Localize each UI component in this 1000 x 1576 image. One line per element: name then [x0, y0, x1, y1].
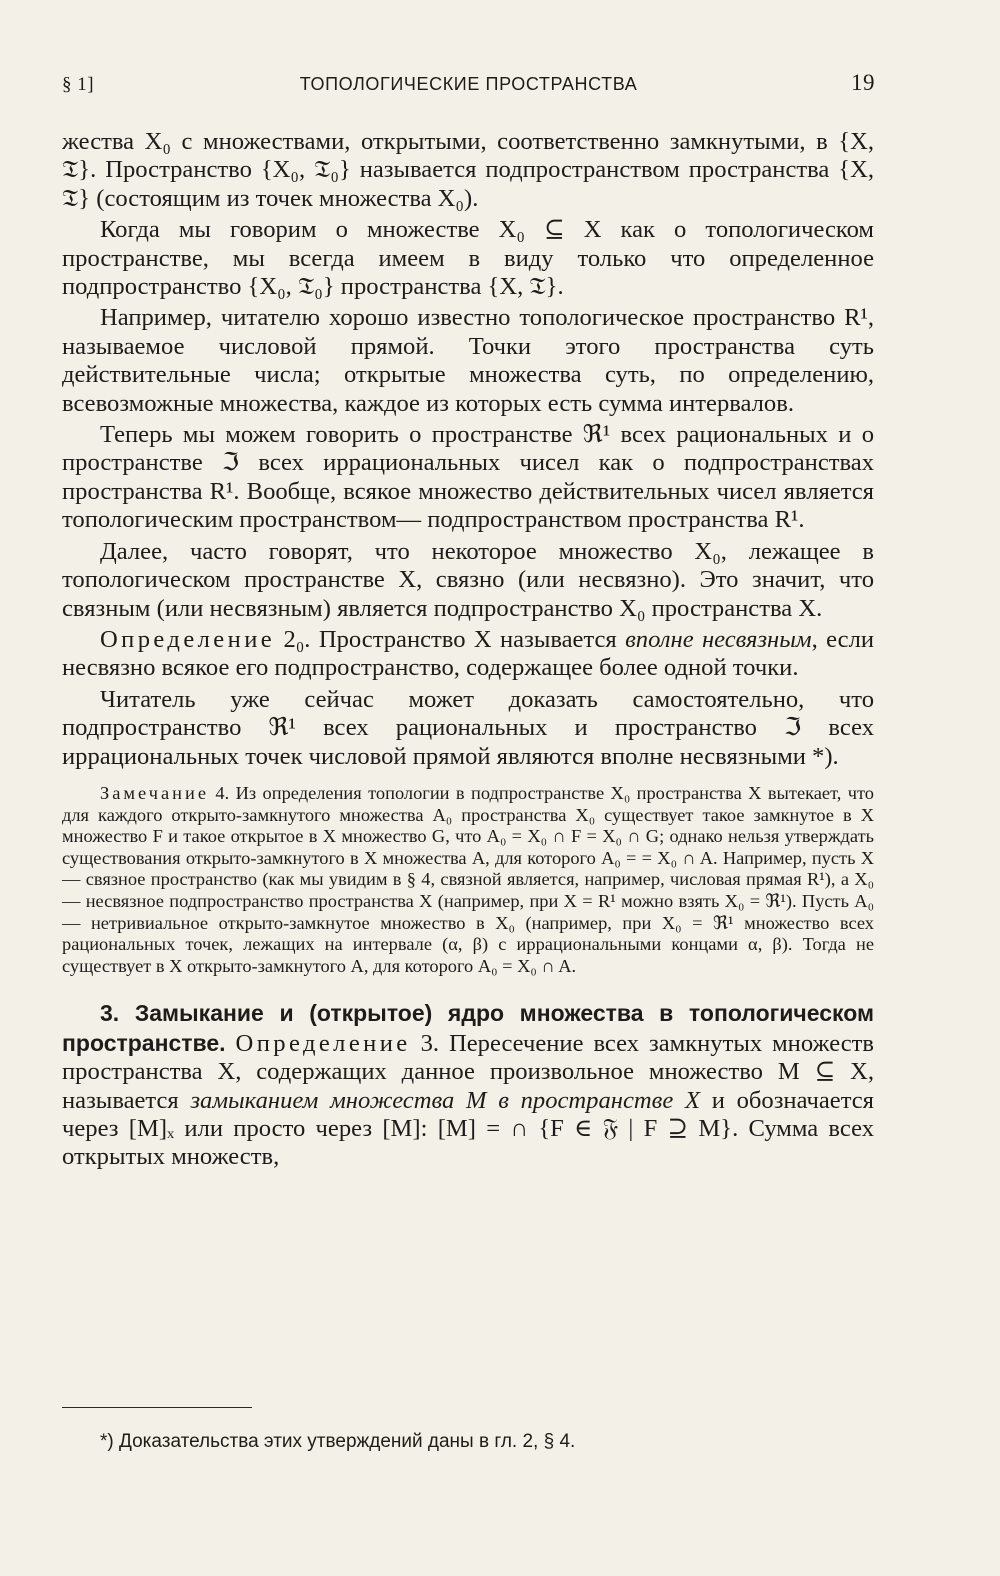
section-text-before: 3. Пересечение всех замкнутых множеств пространства X, содержащих данное произвольное множество M ⊆ X, называется	[62, 1029, 875, 1114]
definition-label: Определение	[100, 625, 276, 653]
section-ref: § 1]	[62, 74, 95, 95]
remark-label: Замечание	[100, 782, 209, 803]
footnote-rule	[62, 1407, 252, 1408]
paragraph-continuation: жества X₀ с множествами, открытыми, соответственно замкнутыми, в {X, 𝔗}. Пространство {X₀, 𝔗₀} называется подпространством пространства {X, 𝔗} (состоящим из точек множества X₀).	[62, 128, 874, 212]
definition-term: вполне несвязным	[625, 625, 812, 653]
paragraph-subspace-meaning: Когда мы говорим о множестве X₀ ⊆ X как о топологическом пространстве, мы всегда имеем в виду только что определенное подпространство {X₀, 𝔗₀} пространства {X, 𝔗}.	[62, 216, 874, 301]
definition-number: 2₀.	[275, 625, 311, 653]
paragraph-connectedness: Далее, часто говорят, что некоторое множество X₀, лежащее в топологическом пространстве X, связно (или несвязно). Это значит, что связным (или несвязным) является подпространство X₀ пространства X.	[62, 537, 874, 622]
paragraph-exercise: Читатель уже сейчас может доказать самостоятельно, что подпространство ℜ¹ всех рациональных и пространство ℑ всех иррациональных точек числовой прямой являются вполне несвязными *).	[62, 685, 874, 770]
main-text	[62, 128, 874, 1175]
paragraph-rationals-irrationals: Теперь мы можем говорить о пространстве ℜ¹ всех рациональных и о пространстве ℑ всех иррациональных чисел как о подпространствах пространства R¹. Вообще, всякое множество действительных чисел является топологическим пространством— подпространством пространства R¹.	[62, 421, 874, 534]
definition-text-before: Пространство X называется	[310, 625, 626, 653]
paragraph-number-line: Например, читателю хорошо известно топологическое пространство R¹, называемое числовой прямой. Точки этого пространства суть действительные числа; открытые множества суть, по определению, всевозможные множества, каждое из которых есть сумма интервалов.	[62, 304, 874, 417]
running-title: ТОПОЛОГИЧЕСКИЕ ПРОСТРАНСТВА	[299, 74, 638, 94]
definition-2-0	[62, 626, 874, 683]
page-number: 19	[851, 70, 875, 95]
remark-4	[62, 783, 874, 977]
section-definition-label: Определение	[235, 1029, 411, 1057]
running-header	[62, 70, 875, 104]
footnote: *) Доказательства этих утверждений даны в гл. 2, § 4.	[100, 1431, 576, 1452]
section-text-after: и обозначается через [M]ₓ или просто через [M]: [M] = ∩ {F ∈ 𝔉 | F ⊇ M}. Сумма всех открытых множеств,	[62, 1086, 874, 1171]
definition-text-after: , если несвязно всякое его подпространство, содержащее более одной точки.	[62, 625, 874, 682]
section-3	[62, 999, 874, 1171]
section-term: замыканием множества M в пространстве X	[190, 1086, 700, 1114]
remark-text: 4. Из определения топологии в подпространстве X₀ пространства X вытекает, что для каждого открыто-замкнутого множества A₀ пространства X₀ существует такое замкнутое в X множество F и такое открытое в X множество G, что A₀ = X₀ ∩ F = X₀ ∩ G; однако нельзя утверждать существования открыто-замкнутого в X множества A, для которого A₀ = = X₀ ∩ A. Например, пусть X — связное пространство (как мы увидим в § 4, связной является, например, числовая прямая R¹), а X₀ — несвязное подпространство пространства X (например, при X = R¹ можно взять X₀ = ℜ¹). Пусть A₀ — нетривиальное открыто-замкнутое множество в X₀ (например, при X₀ = ℜ¹ множество всех рациональных точек, лежащих на интервале (α, β) с иррациональными концами α, β). Тогда не существует в X открыто-замкнутого A, для которого A₀ = X₀ ∩ A.	[62, 782, 874, 976]
section-heading: 3. Замыкание и (открытое) ядро множества в топологическом пространстве.	[62, 1000, 874, 1056]
